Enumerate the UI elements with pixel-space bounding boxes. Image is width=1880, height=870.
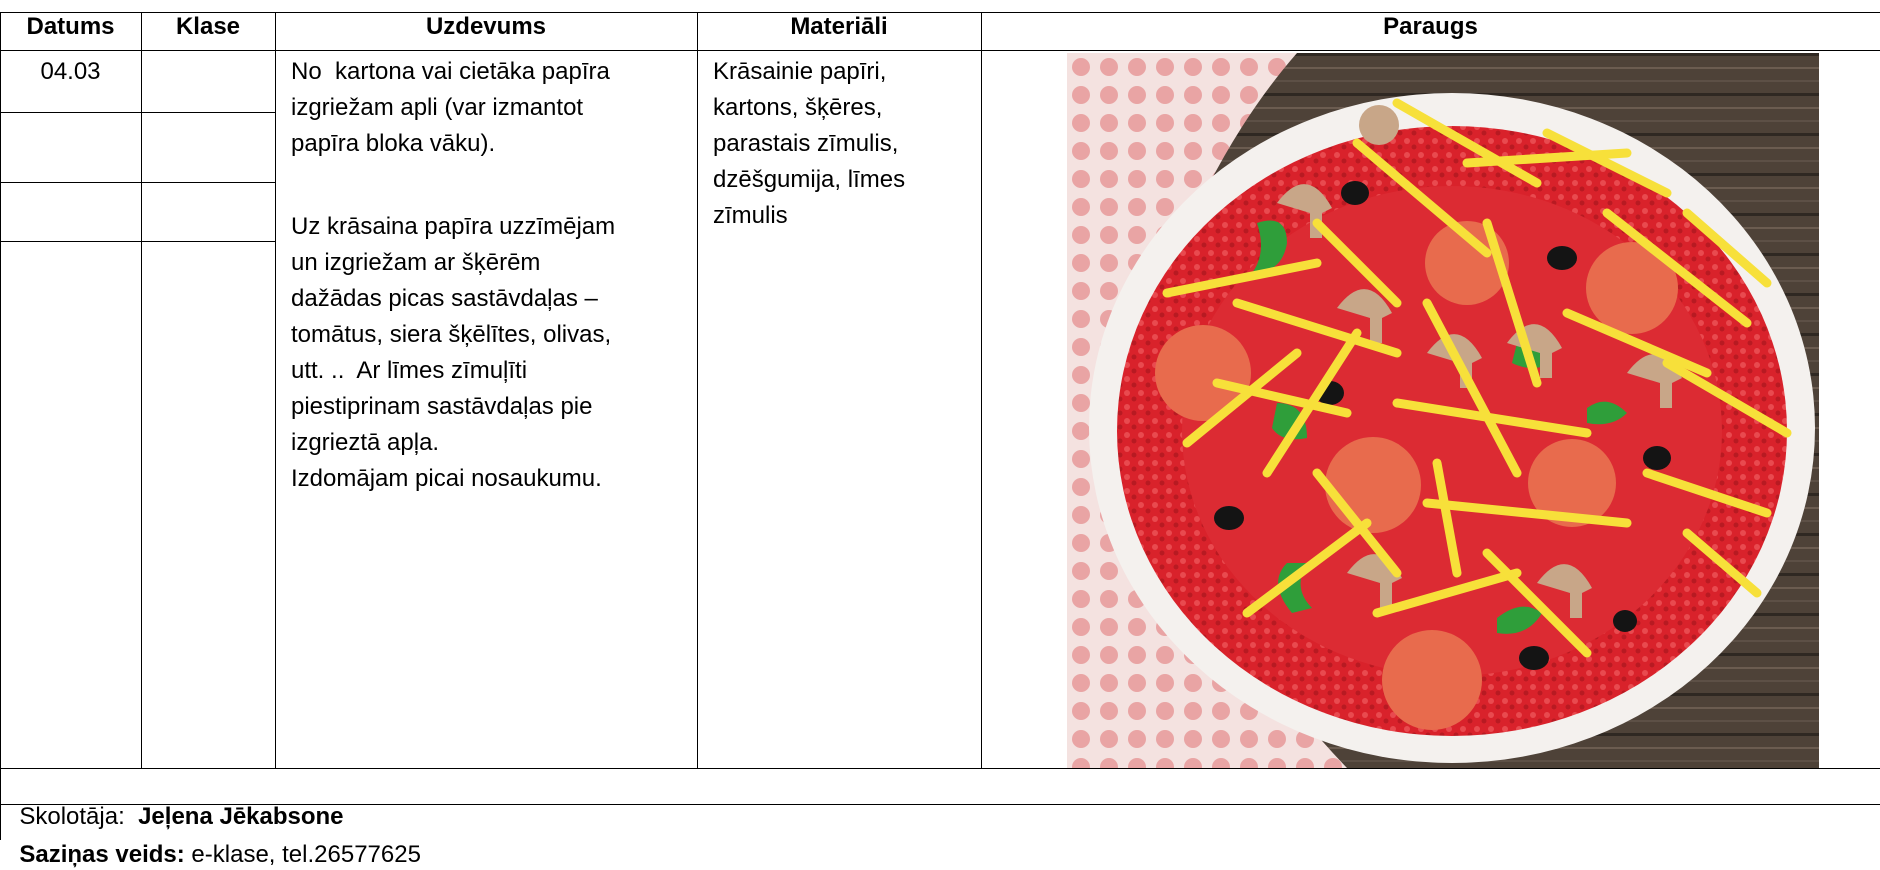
task-line: izgriežam apli (var izmantot xyxy=(291,94,584,121)
col-divider-klase xyxy=(141,12,142,768)
pizza-craft-photo xyxy=(1067,53,1819,768)
task-line: papīra bloka vāku). xyxy=(291,130,496,157)
col-divider-materiali xyxy=(697,12,698,768)
header-klase: Klase xyxy=(175,13,241,40)
contact-value: e-klase, tel.26577625 xyxy=(184,841,421,868)
header-paraugs: Paraugs xyxy=(1383,13,1478,40)
task-line: No kartona vai cietāka papīra xyxy=(291,58,610,85)
task-line: un izgriežam ar šķērēm xyxy=(291,249,541,276)
task-line: dažādas picas sastāvdaļas – xyxy=(291,285,598,312)
header-bottom-border xyxy=(0,50,1880,51)
materials-line: dzēšgumija, līmes xyxy=(713,166,906,193)
materials-line: parastais zīmulis, xyxy=(713,130,899,157)
body-bottom-border xyxy=(0,768,1880,769)
teacher-name: Jeļena Jēkabsone xyxy=(138,803,344,830)
subrow-border-3 xyxy=(0,241,275,242)
table-left-border xyxy=(0,12,1,840)
materials-line: kartons, šķēres, xyxy=(713,94,883,121)
materials-line: Krāsainie papīri, xyxy=(713,58,887,85)
task-line: tomātus, siera šķēlītes, olivas, xyxy=(291,321,612,348)
teacher-label: Skolotāja: xyxy=(19,803,139,830)
subrow-border-2 xyxy=(0,182,275,183)
materials-line: zīmulis xyxy=(713,202,788,229)
subrow-border-1 xyxy=(0,112,275,113)
task-line: izgrieztā apļa. xyxy=(291,429,440,456)
header-uzdevums: Uzdevums xyxy=(425,13,547,40)
task-line: Uz krāsaina papīra uzzīmējam xyxy=(291,213,616,240)
task-line: piestiprinam sastāvdaļas pie xyxy=(291,393,593,420)
contact-row xyxy=(6,810,421,870)
task-line: Izdomājam picai nosaukumu. xyxy=(291,465,602,492)
header-datums: Datums xyxy=(26,13,115,40)
header-materiali: Materiāli xyxy=(790,13,888,40)
contact-label: Saziņas veids: xyxy=(19,841,185,868)
task-line: utt. .. Ar līmes zīmuļīti xyxy=(291,357,528,384)
date-cell: 04.03 xyxy=(40,58,101,85)
col-divider-uzdevums xyxy=(275,12,276,768)
col-divider-paraugs xyxy=(981,12,982,768)
